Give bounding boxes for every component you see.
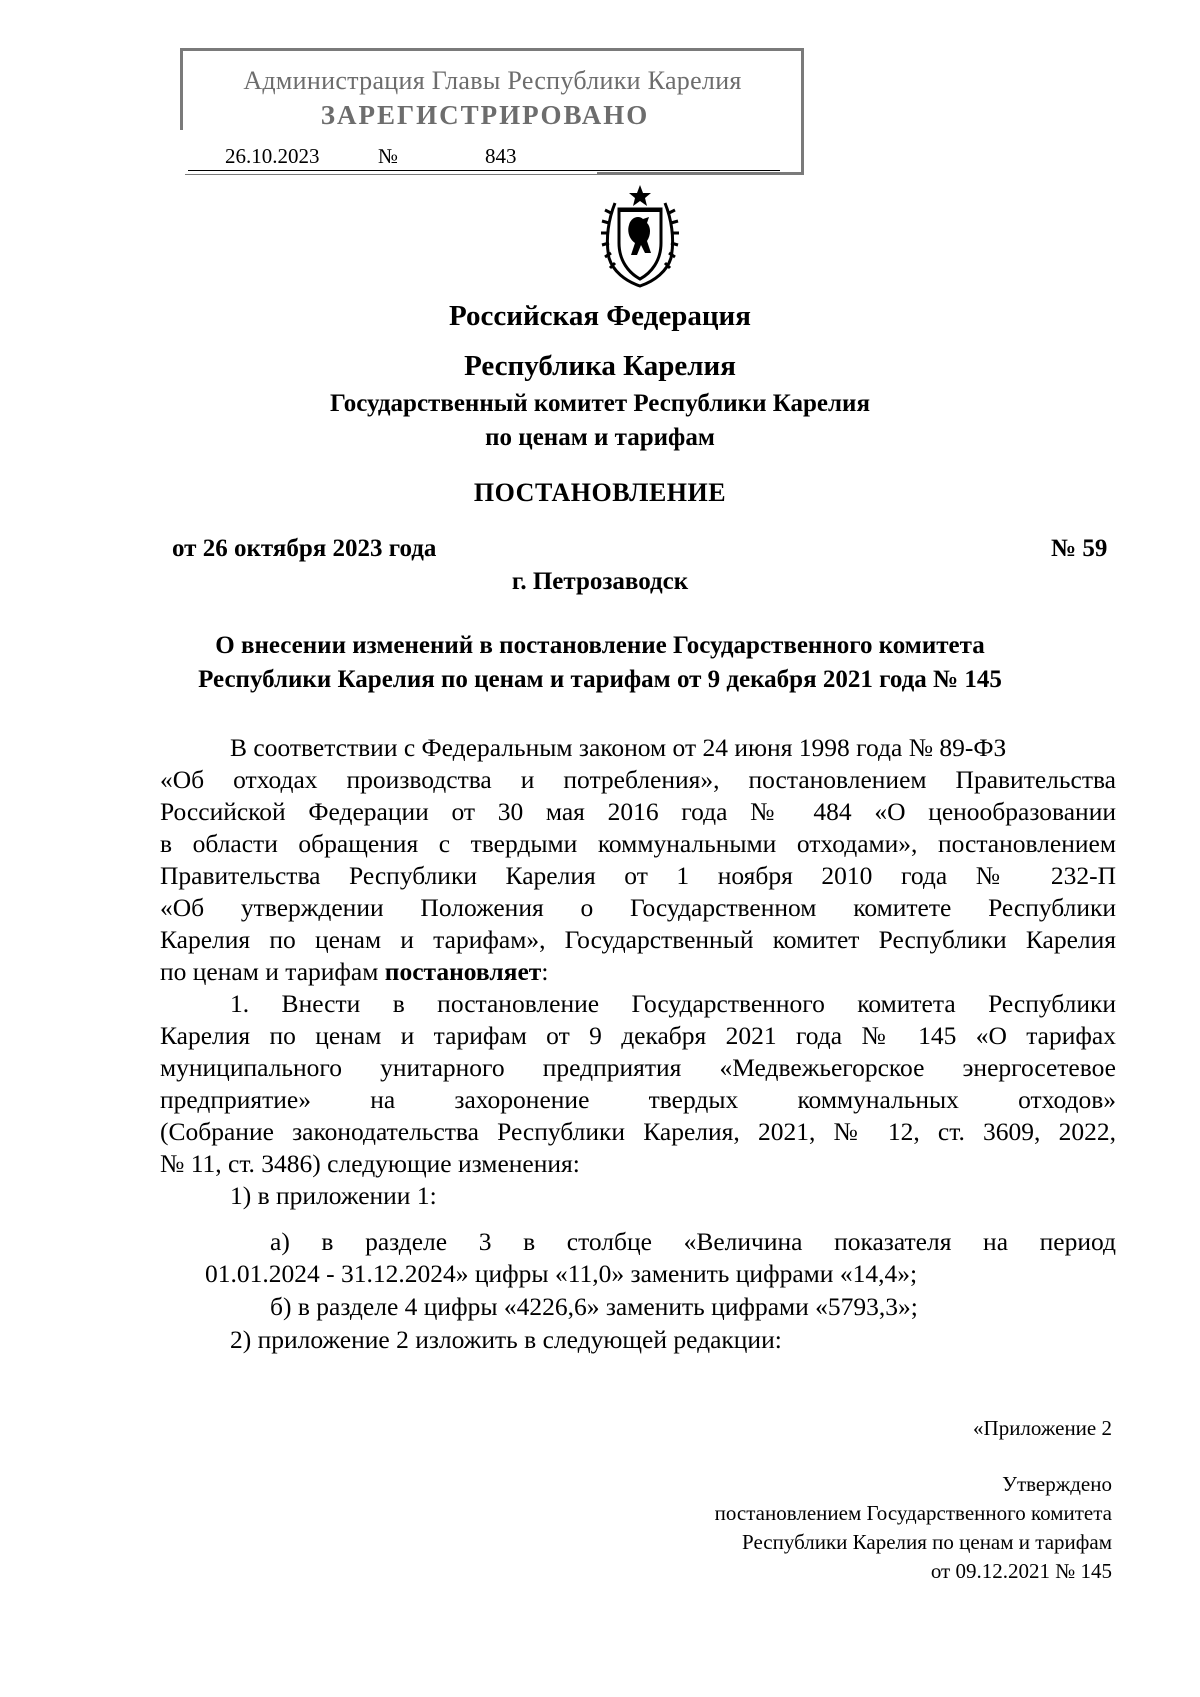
stamp-number: 843 xyxy=(485,144,517,168)
body-p2-line5: (Собрание законодательства Республики Карелия, 2021, № 12, ст. 3609, 2022, xyxy=(160,1117,1116,1146)
appendix-title: «Приложение 2 xyxy=(973,1416,1112,1440)
header-republic: Республика Карелия xyxy=(464,350,736,382)
document-number: № 59 xyxy=(1051,535,1108,562)
document-type: ПОСТАНОВЛЕНИЕ xyxy=(473,478,727,507)
body-p2-line6: № 11, ст. 3486) следующие изменения: xyxy=(160,1149,580,1178)
stamp-underline xyxy=(188,170,780,171)
body-item1: 1) в приложении 1: xyxy=(230,1181,437,1210)
stamp-status: ЗАРЕГИСТРИРОВАНО xyxy=(320,100,650,130)
appendix-line3: от 09.12.2021 № 145 xyxy=(930,1559,1112,1583)
body-item1a-line2: 01.01.2024 - 31.12.2024» цифры «11,0» заменить цифрами «14,4»; xyxy=(205,1259,918,1288)
body-item1a-line1: а) в разделе 3 в столбце «Величина показателя на период xyxy=(270,1227,1116,1256)
body-p1-line5: Правительства Республики Карелия от 1 ноября 2010 года № 232-П xyxy=(160,861,1116,890)
body-p2-line1: 1. Внести в постановление Государственного комитета Республики xyxy=(230,989,1116,1018)
stamp-authority: Администрация Главы Республики Карелия xyxy=(243,66,742,95)
header-federation: Российская Федерация xyxy=(449,300,751,332)
body-p2-line3: муниципального унитарного предприятия «Медвежьегорское энергосетевое xyxy=(160,1053,1116,1082)
body-p1-line8 xyxy=(160,956,548,988)
body-p1-line4: в области обращения с твердыми коммунальными отходами», постановлением xyxy=(160,829,1116,858)
body-p2-line4: предприятие» на захоронение твердых коммунальных отходов» xyxy=(160,1085,1116,1114)
body-p1-line2: «Об отходах производства и потребления», постановлением Правительства xyxy=(160,765,1116,794)
header-committee-line1: Государственный комитет Республики Карелия xyxy=(330,390,870,417)
header-committee-line2: по ценам и тарифам xyxy=(485,424,715,451)
body-p1-line3: Российской Федерации от 30 мая 2016 года № 484 «О ценообразовании xyxy=(160,797,1116,826)
appendix-line1: постановлением Государственного комитета xyxy=(714,1501,1112,1525)
body-item2: 2) приложение 2 изложить в следующей редакции: xyxy=(230,1325,782,1354)
stamp-date: 26.10.2023 xyxy=(225,144,320,168)
document-date: от 26 октября 2023 года xyxy=(172,535,437,562)
appendix-approved: Утверждено xyxy=(1002,1472,1112,1496)
body-p1-line7: Карелия по ценам и тарифам», Государственный комитет Республики Карелия xyxy=(160,925,1116,954)
coat-of-arms-icon xyxy=(595,183,685,288)
body-item1b: б) в разделе 4 цифры «4226,6» заменить цифрами «5793,3»; xyxy=(270,1292,918,1321)
body-p1-resolves: постановляет xyxy=(384,957,542,986)
subject-line1: О внесении изменений в постановление Государственного комитета xyxy=(215,632,985,659)
body-p1-last-plain: по ценам и тарифам xyxy=(160,957,385,986)
document-city: г. Петрозаводск xyxy=(511,568,689,595)
body-p1-colon: : xyxy=(541,957,549,986)
registration-stamp xyxy=(180,48,802,173)
appendix-line2: Республики Карелия по ценам и тарифам xyxy=(742,1530,1112,1554)
subject-line2: Республики Карелия по ценам и тарифам от 9 декабря 2021 года № 145 xyxy=(198,666,1002,693)
stamp-number-sign: № xyxy=(378,144,399,168)
body-p1-line6: «Об утверждении Положения о Государственном комитете Республики xyxy=(160,893,1116,922)
body-p1-line1: В соответствии с Федеральным законом от 24 июня 1998 года № 89-ФЗ xyxy=(230,733,1007,762)
body-p2-line2: Карелия по ценам и тарифам от 9 декабря 2021 года № 145 «О тарифах xyxy=(160,1021,1116,1050)
